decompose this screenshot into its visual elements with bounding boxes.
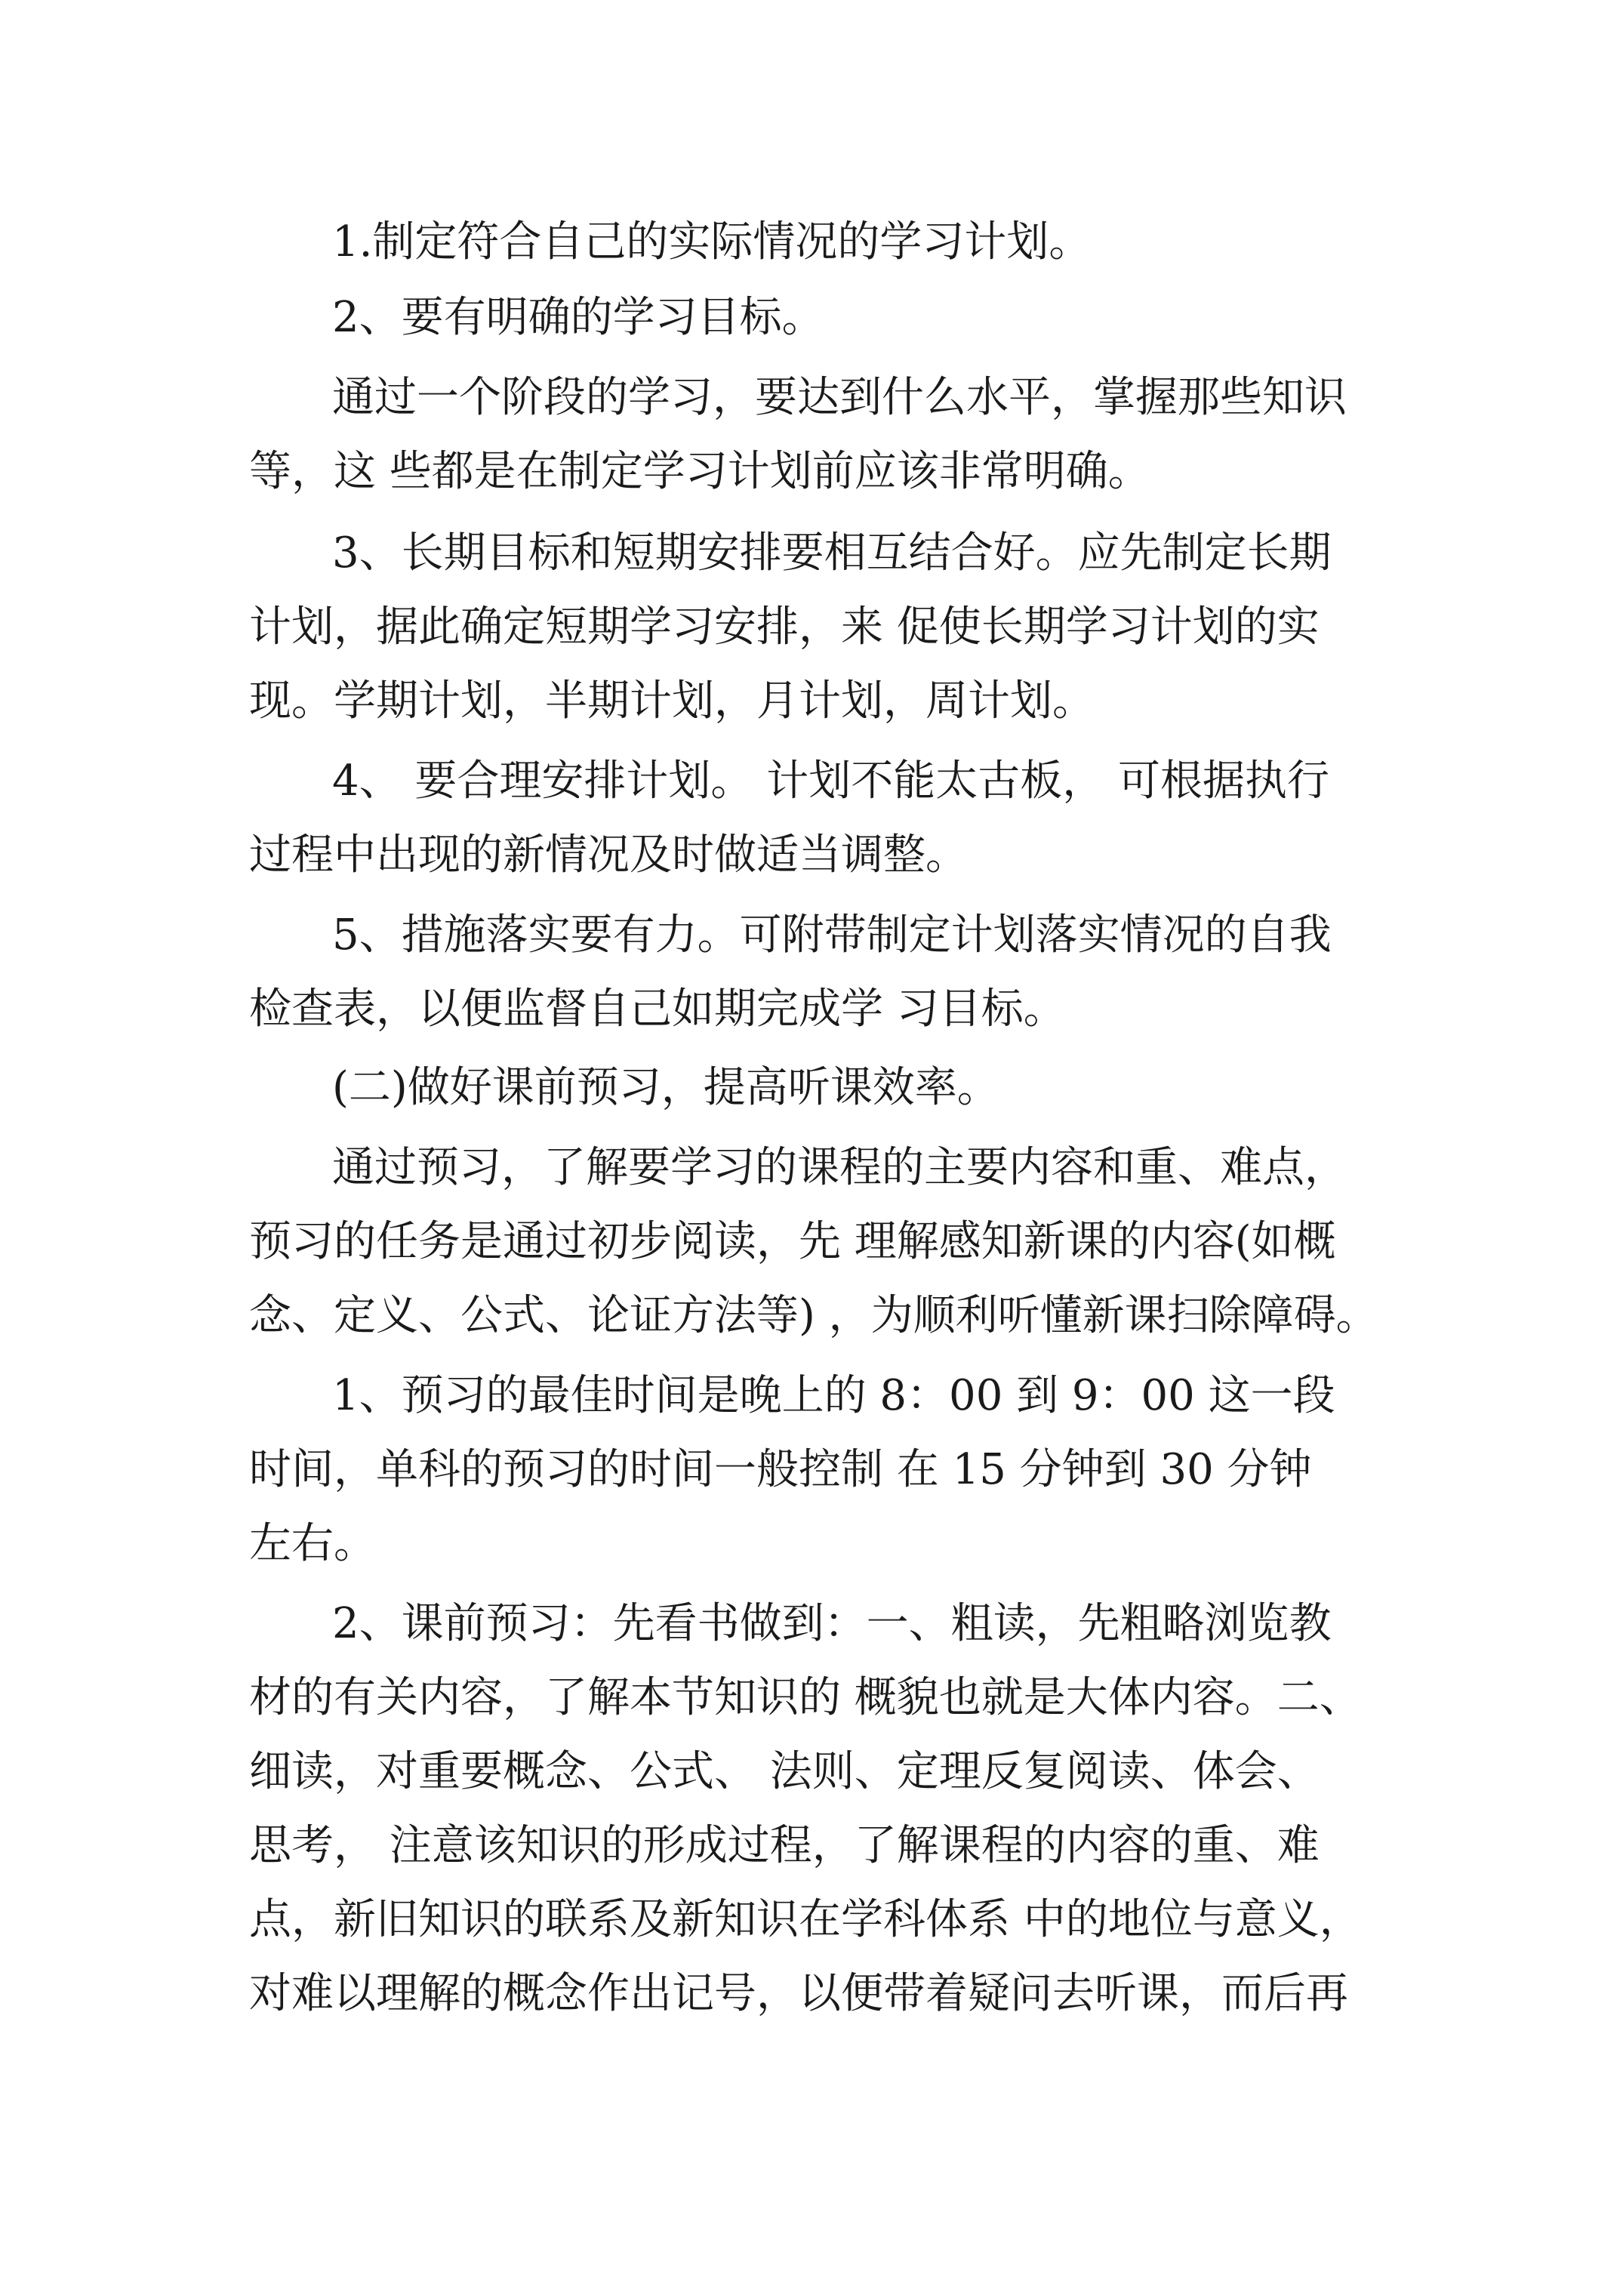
- text-line: (二)做好课前预习，提高听课效率。: [332, 1063, 999, 1112]
- text-line: 1、预习的最佳时间是晚上的 8：00 到 9：00 这一段: [332, 1371, 1335, 1420]
- text-line: 过程中出现的新情况及时做适当调整。: [249, 831, 968, 880]
- text-line: 4、 要合理安排计划。 计划不能太古板， 可根据执行: [332, 757, 1330, 806]
- text-line: 材的有关内容，了解本节知识的 概貌也就是大体内容。二、: [249, 1673, 1362, 1722]
- text-line: 计划，据此确定短期学习安排，来 促使长期学习计划的实: [249, 603, 1320, 652]
- text-line: 思考， 注意该知识的形成过程，了解课程的内容的重、难: [249, 1821, 1320, 1870]
- text-line: 通过一个阶段的学习，要达到什么水平，掌握那些知识: [332, 373, 1347, 422]
- text-line: 预习的任务是通过初步阅读，先 理解感知新课的内容(如概: [249, 1217, 1336, 1266]
- text-line: 细读，对重要概念、公式、 法则、定理反复阅读、体会、: [249, 1747, 1320, 1796]
- text-line: 2、课前预习：先看书做到：一、粗读，先粗略浏览教: [332, 1599, 1332, 1648]
- text-line: 等，这 些都是在制定学习计划前应该非常明确。: [249, 447, 1150, 496]
- text-line: 念、定义、公式、论证方法等) ，为顺利听懂新课扫除障碍。: [249, 1291, 1378, 1340]
- text-line: 左右。: [249, 1519, 376, 1568]
- text-line: 点，新旧知识的联系及新知识在学科体系 中的地位与意义，: [249, 1895, 1362, 1944]
- text-line: 时间，单科的预习的时间一般控制 在 15 分钟到 30 分钟: [249, 1445, 1312, 1494]
- text-line: 1.制定符合自己的实际情况的学习计划。: [332, 217, 1092, 267]
- text-line: 现。学期计划，半期计划，月计划，周计划。: [249, 676, 1095, 726]
- text-line: 对难以理解的概念作出记号，以便带着疑问去听课，而后再: [249, 1969, 1348, 2018]
- text-line: 5、措施落实要有力。可附带制定计划落实情况的自我: [332, 911, 1332, 960]
- text-line: 检查表，以便监督自己如期完成学 习目标。: [249, 985, 1066, 1034]
- text-line: 3、长期目标和短期安排要相互结合好。应先制定长期: [332, 529, 1332, 578]
- text-line: 通过预习，了解要学习的课程的主要内容和重、难点，: [332, 1143, 1347, 1192]
- text-line: 2、要有明确的学习目标。: [332, 293, 824, 342]
